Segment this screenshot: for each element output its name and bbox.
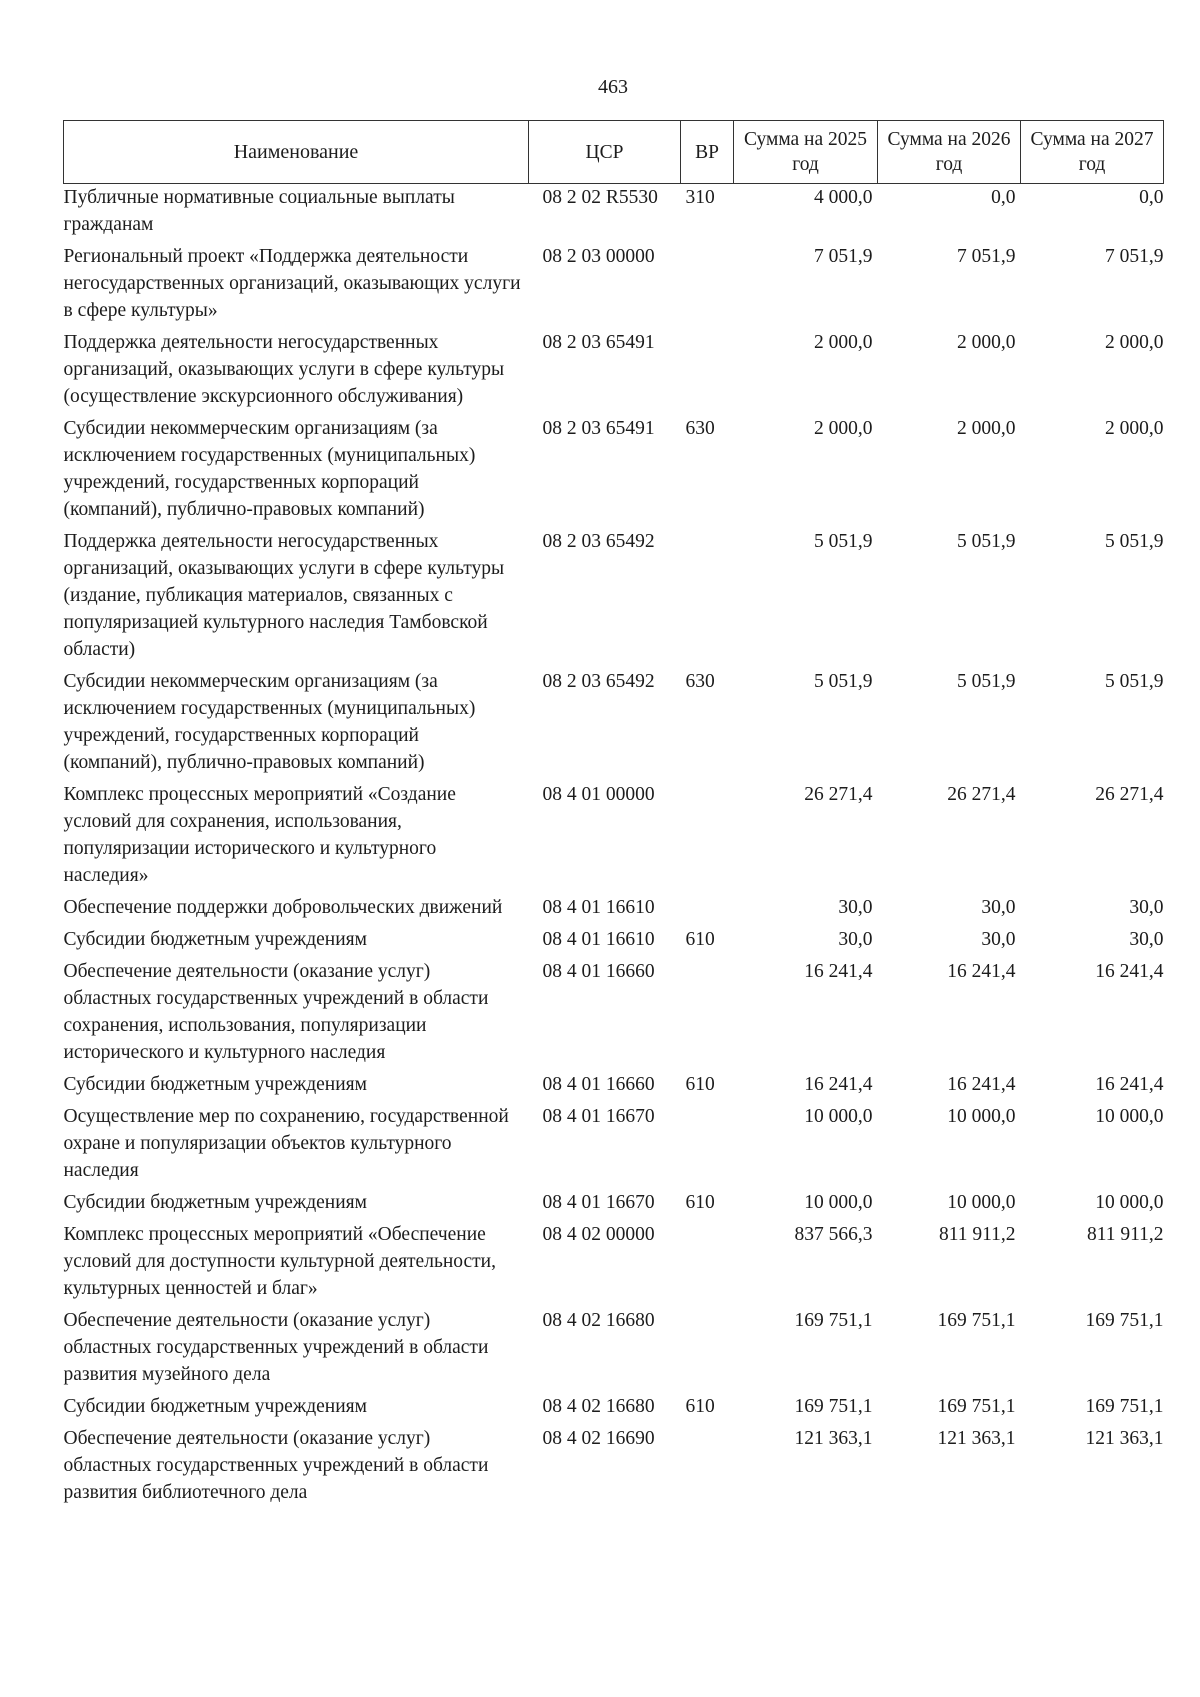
row-sum-2025-cell: 2 000,0 [814, 332, 873, 353]
row-vr-cell: 610 [685, 1396, 715, 1417]
row-vr-cell: 630 [685, 418, 715, 439]
row-vr-cell [681, 329, 734, 415]
table-row [64, 781, 1164, 894]
row-sum-2025-cell: 2 000,0 [814, 418, 873, 439]
row-name-cell: Субсидии бюджетным учреждениям [63, 1192, 367, 1213]
row-sum-2027-cell: 30,0 [1129, 897, 1164, 918]
row-sum-2025-cell: 121 363,1 [794, 1428, 873, 1449]
row-sum-2026-cell: 7 051,9 [957, 246, 1016, 267]
row-vr-cell: 610 [685, 1192, 715, 1213]
row-sum-2027-cell: 0,0 [1139, 187, 1164, 208]
table-row [64, 926, 1164, 958]
row-sum-2027-cell: 16 241,4 [1095, 961, 1164, 982]
row-sum-2025-cell: 169 751,1 [794, 1396, 873, 1417]
row-vr-cell [681, 781, 734, 894]
row-name-cell: Субсидии некоммерческим организациям (за исключением государственных (муниципальных) учреждений, государственных корпораций (компаний), публично-правовых компаний) [63, 671, 476, 773]
row-sum-2025-cell: 16 241,4 [804, 1074, 873, 1095]
row-vr-cell [681, 958, 734, 1071]
row-csr-cell: 08 2 02 R5530 [542, 187, 658, 208]
row-sum-2027-cell: 5 051,9 [1105, 671, 1164, 692]
row-name-cell: Субсидии бюджетным учреждениям [63, 929, 367, 950]
row-sum-2026-cell: 169 751,1 [937, 1396, 1016, 1417]
row-sum-2025-cell: 10 000,0 [804, 1192, 873, 1213]
row-sum-2027-cell: 10 000,0 [1095, 1192, 1164, 1213]
row-vr-cell [681, 1307, 734, 1393]
table-row [64, 329, 1164, 415]
row-csr-cell: 08 2 03 00000 [542, 246, 655, 267]
row-csr-cell: 08 4 01 16610 [542, 897, 655, 918]
header-sum-2027: Сумма на 2027 год [1021, 121, 1164, 184]
row-csr-cell: 08 2 03 65491 [542, 332, 655, 353]
row-sum-2026-cell: 2 000,0 [957, 418, 1016, 439]
row-name-cell: Поддержка деятельности негосударственных организаций, оказывающих услуги в сфере культуры (осуществление экскурсионного обслуживания) [63, 332, 505, 407]
row-name-cell: Субсидии бюджетным учреждениям [63, 1074, 367, 1095]
row-name-cell: Обеспечение деятельности (оказание услуг) областных государственных учреждений в области развития музейного дела [63, 1310, 489, 1385]
row-csr-cell: 08 4 02 16690 [542, 1428, 655, 1449]
row-vr-cell [681, 1103, 734, 1189]
row-name-cell: Комплекс процессных мероприятий «Обеспечение условий для доступности культурной деятельности, культурных ценностей и благ» [63, 1224, 496, 1299]
row-sum-2026-cell: 5 051,9 [957, 531, 1016, 552]
row-sum-2026-cell: 5 051,9 [957, 671, 1016, 692]
row-sum-2027-cell: 7 051,9 [1105, 246, 1164, 267]
row-sum-2025-cell: 16 241,4 [804, 961, 873, 982]
table-header [64, 121, 1164, 184]
row-name-cell: Региональный проект «Поддержка деятельности негосударственных организаций, оказывающих услуги в сфере культуры» [63, 246, 521, 321]
row-csr-cell: 08 4 01 16670 [542, 1192, 655, 1213]
budget-table-container [63, 120, 1163, 1511]
header-vr: ВР [681, 121, 734, 184]
row-csr-cell: 08 4 01 16660 [542, 1074, 655, 1095]
row-csr-cell: 08 4 02 16680 [542, 1310, 655, 1331]
row-sum-2025-cell: 169 751,1 [794, 1310, 873, 1331]
table-row [64, 1189, 1164, 1221]
row-sum-2026-cell: 811 911,2 [938, 1224, 1016, 1245]
row-sum-2027-cell: 169 751,1 [1085, 1396, 1164, 1417]
row-csr-cell: 08 4 01 16610 [542, 929, 655, 950]
row-name-cell: Обеспечение поддержки добровольческих движений [63, 897, 503, 918]
row-vr-cell [681, 1425, 734, 1511]
row-sum-2026-cell: 121 363,1 [937, 1428, 1016, 1449]
row-sum-2026-cell: 10 000,0 [947, 1192, 1016, 1213]
row-sum-2027-cell: 811 911,2 [1086, 1224, 1164, 1245]
budget-table [63, 120, 1164, 1511]
row-sum-2025-cell: 30,0 [838, 897, 873, 918]
row-csr-cell: 08 4 02 00000 [542, 1224, 655, 1245]
row-sum-2027-cell: 30,0 [1129, 929, 1164, 950]
row-sum-2027-cell: 2 000,0 [1105, 332, 1164, 353]
table-row [64, 243, 1164, 329]
row-sum-2027-cell: 26 271,4 [1095, 784, 1164, 805]
row-name-cell: Обеспечение деятельности (оказание услуг) областных государственных учреждений в области развития библиотечного дела [63, 1428, 489, 1503]
row-vr-cell: 310 [685, 187, 715, 208]
page-number: 463 [598, 76, 628, 98]
row-name-cell: Обеспечение деятельности (оказание услуг) областных государственных учреждений в области сохранения, использования, популяризации исторического и культурного наследия [63, 961, 489, 1063]
row-csr-cell: 08 4 01 00000 [542, 784, 655, 805]
row-vr-cell [681, 243, 734, 329]
header-csr: ЦСР [529, 121, 681, 184]
row-sum-2025-cell: 30,0 [838, 929, 873, 950]
table-row [64, 1393, 1164, 1425]
row-sum-2026-cell: 10 000,0 [947, 1106, 1016, 1127]
table-row [64, 184, 1164, 244]
row-sum-2026-cell: 30,0 [981, 929, 1016, 950]
table-row [64, 1307, 1164, 1393]
row-vr-cell: 610 [685, 1074, 715, 1095]
row-sum-2025-cell: 5 051,9 [814, 531, 873, 552]
header-sum-2026: Сумма на 2026 год [878, 121, 1021, 184]
table-row [64, 1071, 1164, 1103]
row-vr-cell [681, 1221, 734, 1307]
row-csr-cell: 08 4 01 16660 [542, 961, 655, 982]
row-sum-2025-cell: 5 051,9 [814, 671, 873, 692]
table-row [64, 1221, 1164, 1307]
row-sum-2026-cell: 16 241,4 [947, 1074, 1016, 1095]
table-row [64, 528, 1164, 668]
row-sum-2026-cell: 26 271,4 [947, 784, 1016, 805]
row-csr-cell: 08 4 01 16670 [542, 1106, 655, 1127]
row-name-cell: Осуществление мер по сохранению, государственной охране и популяризации объектов культурного наследия [63, 1106, 509, 1181]
row-sum-2026-cell: 30,0 [981, 897, 1016, 918]
table-row [64, 958, 1164, 1071]
row-vr-cell: 630 [685, 671, 715, 692]
row-sum-2025-cell: 10 000,0 [804, 1106, 873, 1127]
row-sum-2025-cell: 7 051,9 [814, 246, 873, 267]
row-name-cell: Комплекс процессных мероприятий «Создание условий для сохранения, использования, популяризации исторического и культурного наследия» [63, 784, 456, 886]
row-sum-2027-cell: 16 241,4 [1095, 1074, 1164, 1095]
row-csr-cell: 08 2 03 65492 [542, 671, 655, 692]
row-sum-2025-cell: 4 000,0 [814, 187, 873, 208]
row-sum-2027-cell: 2 000,0 [1105, 418, 1164, 439]
row-sum-2027-cell: 169 751,1 [1085, 1310, 1164, 1331]
row-sum-2026-cell: 0,0 [991, 187, 1016, 208]
row-sum-2027-cell: 5 051,9 [1105, 531, 1164, 552]
row-csr-cell: 08 2 03 65492 [542, 531, 655, 552]
row-sum-2026-cell: 2 000,0 [957, 332, 1016, 353]
row-sum-2027-cell: 121 363,1 [1085, 1428, 1164, 1449]
row-sum-2026-cell: 169 751,1 [937, 1310, 1016, 1331]
row-sum-2025-cell: 837 566,3 [794, 1224, 873, 1245]
row-vr-cell: 610 [685, 929, 715, 950]
table-row [64, 668, 1164, 781]
row-name-cell: Поддержка деятельности негосударственных организаций, оказывающих услуги в сфере культуры (издание, публикация материалов, связанных с популяризацией культурного наследия Тамбовской области) [63, 531, 505, 660]
row-sum-2025-cell: 26 271,4 [804, 784, 873, 805]
table-row [64, 1425, 1164, 1511]
table-body [64, 184, 1164, 1512]
row-sum-2026-cell: 16 241,4 [947, 961, 1016, 982]
table-row [64, 1103, 1164, 1189]
table-row [64, 894, 1164, 926]
header-sum-2025: Сумма на 2025 год [734, 121, 878, 184]
row-name-cell: Субсидии бюджетным учреждениям [63, 1396, 367, 1417]
row-vr-cell [681, 528, 734, 668]
row-vr-cell [681, 894, 734, 926]
row-name-cell: Публичные нормативные социальные выплаты гражданам [63, 187, 455, 235]
row-name-cell: Субсидии некоммерческим организациям (за исключением государственных (муниципальных) учреждений, государственных корпораций (компаний), публично-правовых компаний) [63, 418, 476, 520]
header-row [64, 121, 1164, 184]
row-sum-2027-cell: 10 000,0 [1095, 1106, 1164, 1127]
header-name: Наименование [64, 121, 529, 184]
row-csr-cell: 08 4 02 16680 [542, 1396, 655, 1417]
table-row [64, 415, 1164, 528]
row-csr-cell: 08 2 03 65491 [542, 418, 655, 439]
